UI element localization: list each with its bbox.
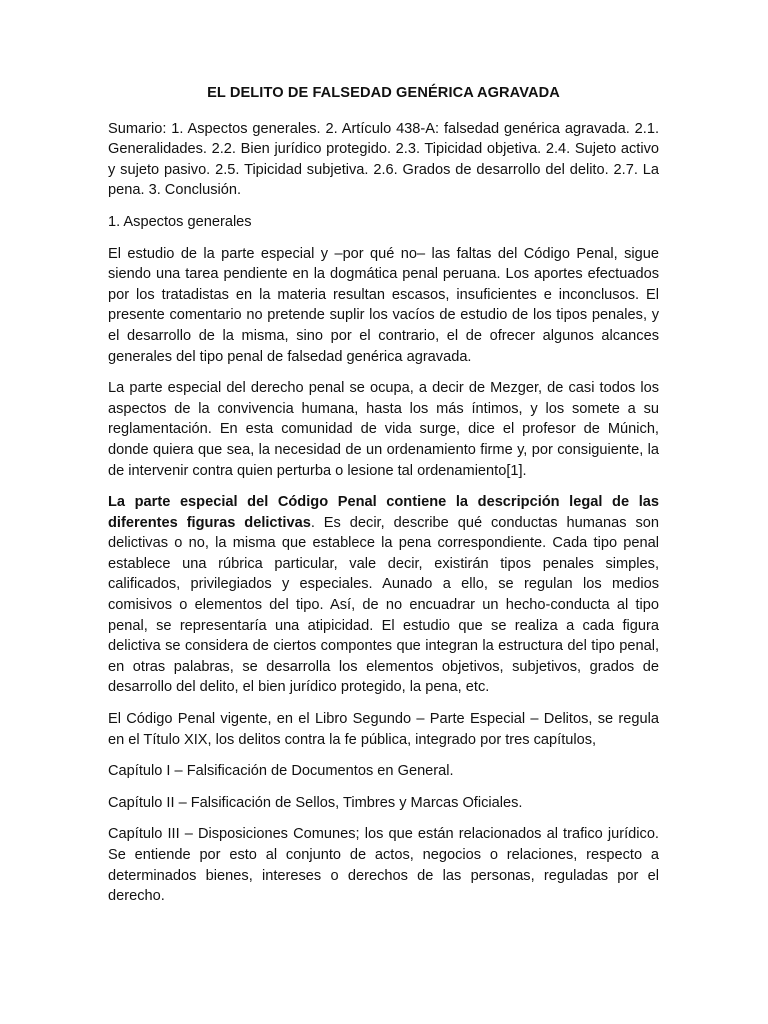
paragraph-3-bold-lead: La parte especial del Código Penal contiene la descripción legal de las diferentes figuras delictivas: [108, 494, 659, 531]
paragraph-1: El estudio de la parte especial y –por qué no– las faltas del Código Penal, sigue siendo una tarea pendiente en la dogmática penal peruana. Los aportes efectuados por los tratadistas en la materia resultan escasos, insuficientes e inconclusos. El presente comentario no pretende suplir los vacíos de estudio de los tipos penales, y el desarrollo de la misma, sino por el contrario, el de ofrecer algunos alcances generales del tipo penal de falsedad genérica agravada.: [108, 245, 659, 365]
document-page: [108, 0, 659, 918]
chapter-3-item: Capítulo III – Disposiciones Comunes; los que están relacionados al trafico jurídico. Se entiende por esto al conjunto de actos, negocios o relaciones, respecto a determinados bienes, intereses o derechos de las personas, reguladas por el derecho.: [108, 826, 659, 905]
section-heading: 1. Aspectos generales: [108, 213, 252, 230]
document-title: EL DELITO DE FALSEDAD GENÉRICA AGRAVADA: [207, 85, 560, 101]
paragraph-4: El Código Penal vigente, en el Libro Segundo – Parte Especial – Delitos, se regula en el Título XIX, los delitos contra la fe pública, integrado por tres capítulos,: [108, 711, 659, 748]
summary-paragraph: Sumario: 1. Aspectos generales. 2. Artículo 438-A: falsedad genérica agravada. 2.1. Generalidades. 2.2. Bien jurídico protegido. 2.3. Tipicidad objetiva. 2.4. Sujeto activo y sujeto pasivo. 2.5. Tipicidad subjetiva. 2.6. Grados de desarrollo del delito. 2.7. La pena. 3. Conclusión.: [108, 120, 659, 199]
chapter-2-item: Capítulo II – Falsificación de Sellos, Timbres y Marcas Oficiales.: [108, 794, 523, 811]
paragraph-3-body: . Es decir, describe qué conductas humanas son delictivas o no, la misma que establece la pena correspondiente. Cada tipo penal establece una rúbrica particular, vale decir, existirán tipos penales simples, calificados, privilegiados y especiales. Aunado a ello, se regulan los medios comisivos o elementos del tipo. Así, de no encuadrar un hecho-conducta al tipo penal, se representaría una atipicidad. El estudio que se realiza a cada figura delictiva se considera de ciertos compontes que integran la estructura del tipo penal, en otras palabras, se desarrolla los elementos objetivos, subjetivos, grados de desarrollo del delito, el bien jurídico protegido, la pena, etc.: [108, 514, 659, 696]
paragraph-3: [108, 492, 659, 698]
paragraph-2: La parte especial del derecho penal se ocupa, a decir de Mezger, de casi todos los aspectos de la convivencia humana, hasta los más íntimos, y los somete a su reglamentación. En esta comunidad de vida surge, dice el profesor de Múnich, donde quiera que sea, la necesidad de un ordenamiento firme y, por consiguiente, la de intervenir contra quien perturba o lesione tal ordenamiento[1].: [108, 380, 659, 479]
chapter-1-item: Capítulo I – Falsificación de Documentos en General.: [108, 763, 454, 780]
